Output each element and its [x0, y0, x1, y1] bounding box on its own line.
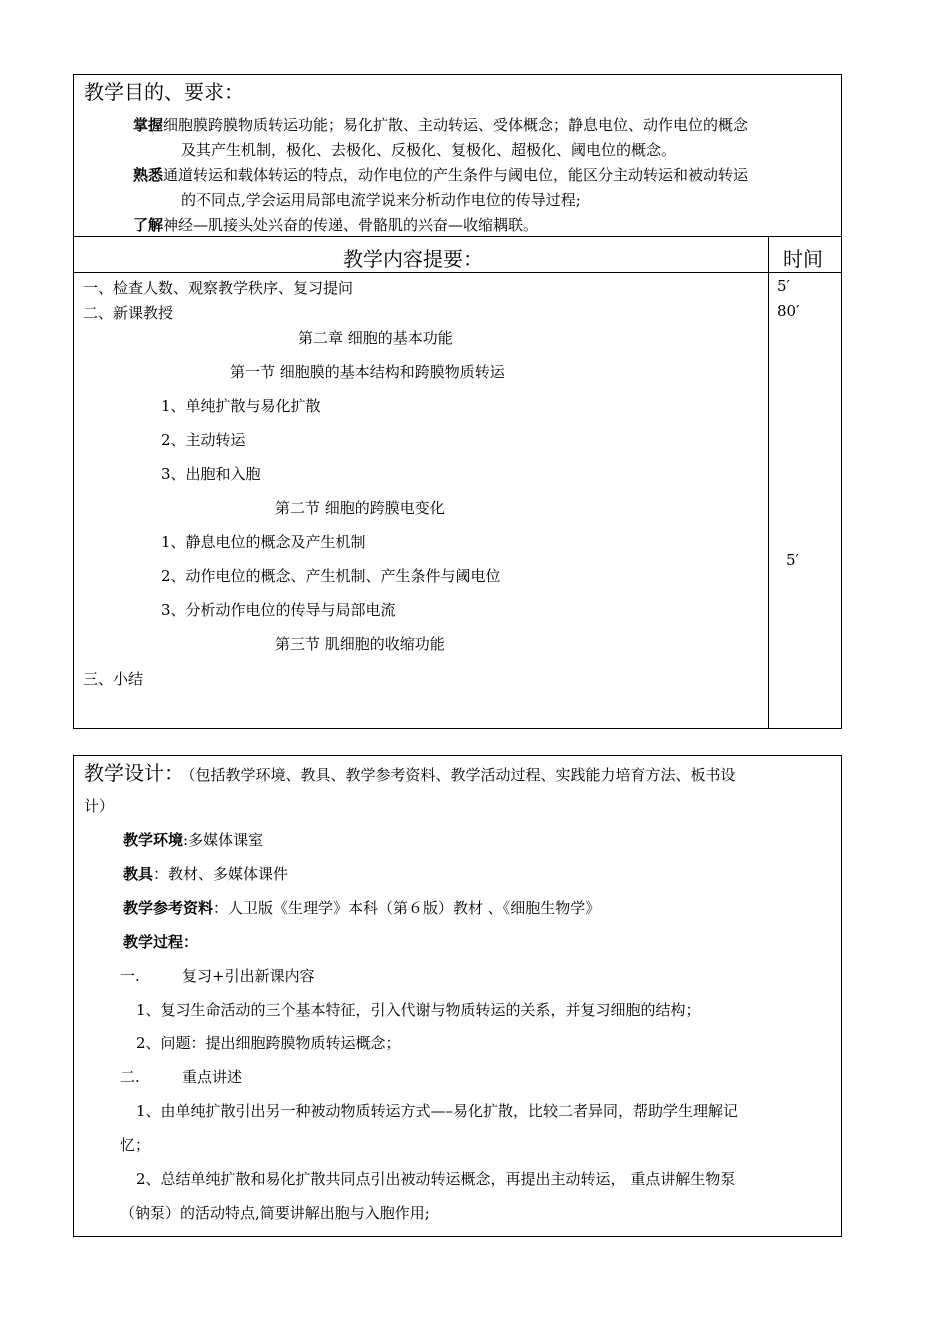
content-line: 一、检查人数、观察教学秩序、复习提问	[83, 279, 354, 297]
objective-familiar-line2: 的不同点,学会运用局部电流学说来分析动作电位的传导过程;	[181, 191, 581, 209]
design-table	[73, 755, 842, 1237]
design-note: （包括教学环境、教具、教学参考资料、教学活动过程、实践能力培育方法、板书设	[188, 766, 736, 784]
objectives-heading: 教学目的、要求：	[84, 80, 244, 104]
ref-value: ：人卫版《生理学》本科（第６版）教材 、《细胞生物学》	[213, 899, 601, 917]
review-item: 1、复习生命活动的三个基本特征，引入代谢与物质转运的关系，并复习细胞的结构；	[136, 1001, 701, 1019]
content-line: 1、单纯扩散与易化扩散	[161, 397, 321, 415]
tools-value: ：教材、多媒体课件	[153, 865, 289, 883]
content-line: 二、新课教授	[83, 304, 174, 322]
key-item-line1: 2、总结单纯扩散和易化扩散共同点引出被动转运概念，再提出主动转运， 重点讲解生物泵	[136, 1170, 736, 1188]
time-value: 80′	[777, 302, 800, 320]
section-title: 第三节 肌细胞的收缩功能	[275, 635, 445, 653]
section-title: 第一节 细胞膜的基本结构和跨膜物质转运	[230, 363, 505, 381]
content-line: 三、小结	[83, 670, 144, 688]
design-heading: 教学设计：	[84, 761, 184, 785]
objective-text: 神经—肌接头处兴奋的传递、骨骼肌的兴奋—收缩耦联。	[163, 216, 539, 234]
design-note-continued: 计）	[84, 797, 115, 815]
design-heading-line	[84, 757, 736, 786]
objective-label: 掌握	[133, 116, 164, 134]
divider-time-column	[768, 236, 769, 729]
objective-label: 了解	[133, 216, 164, 234]
process-label: 教学过程：	[123, 933, 199, 951]
objective-label: 熟悉	[133, 166, 164, 184]
tools-line	[123, 863, 288, 884]
divider-objectives	[73, 236, 842, 237]
content-line: 3、出胞和入胞	[161, 465, 261, 483]
key-item-line2: 忆；	[120, 1136, 151, 1154]
env-value: :多媒体课室	[183, 831, 264, 849]
content-line: 1、静息电位的概念及产生机制	[161, 533, 366, 551]
objective-understand-line1	[133, 214, 538, 235]
divider-content-header	[73, 272, 842, 273]
section-title: 第二节 细胞的跨膜电变化	[275, 499, 445, 517]
ref-label: 教学参考资料	[123, 899, 214, 917]
ref-line	[123, 897, 600, 918]
content-heading: 教学内容提要：	[343, 247, 483, 271]
chapter-title: 第二章 细胞的基本功能	[298, 329, 453, 347]
section-number: 一.	[120, 967, 140, 985]
section-heading: 重点讲述	[182, 1068, 243, 1086]
objective-master-line2: 及其产生机制，极化、去极化、反极化、复极化、超极化、阈电位的概念。	[181, 141, 677, 159]
section-heading: 复习+引出新课内容	[182, 967, 315, 985]
objective-master-line1	[133, 114, 748, 135]
objective-familiar-line1	[133, 164, 748, 185]
review-item: 2、问题：提出细胞跨膜物质转运概念；	[136, 1034, 401, 1052]
env-label: 教学环境	[123, 831, 184, 849]
content-line: 3、分析动作电位的传导与局部电流	[161, 601, 396, 619]
time-value: 5′	[777, 277, 790, 295]
section-number: 二.	[120, 1068, 140, 1086]
key-item-line2: （钠泵）的活动特点,简要讲解出胞与入胞作用;	[120, 1204, 430, 1222]
content-line: 2、主动转运	[161, 431, 246, 449]
key-item-line1: 1、由单纯扩散引出另一种被动物质转运方式—–易化扩散，比较二者异同，帮助学生理解记	[136, 1102, 739, 1120]
content-line: 2、动作电位的概念、产生机制、产生条件与阈电位	[161, 567, 501, 585]
tools-label: 教具	[123, 865, 154, 883]
objective-text: 细胞膜跨膜物质转运功能；易化扩散、主动转运、受体概念；静息电位、动作电位的概念	[163, 116, 749, 134]
time-value: 5′	[786, 551, 799, 569]
time-heading: 时间	[783, 247, 823, 271]
env-line	[123, 829, 263, 850]
objective-text: 通道转运和载体转运的特点，动作电位的产生条件与阈电位，能区分主动转运和被动转运	[163, 166, 749, 184]
